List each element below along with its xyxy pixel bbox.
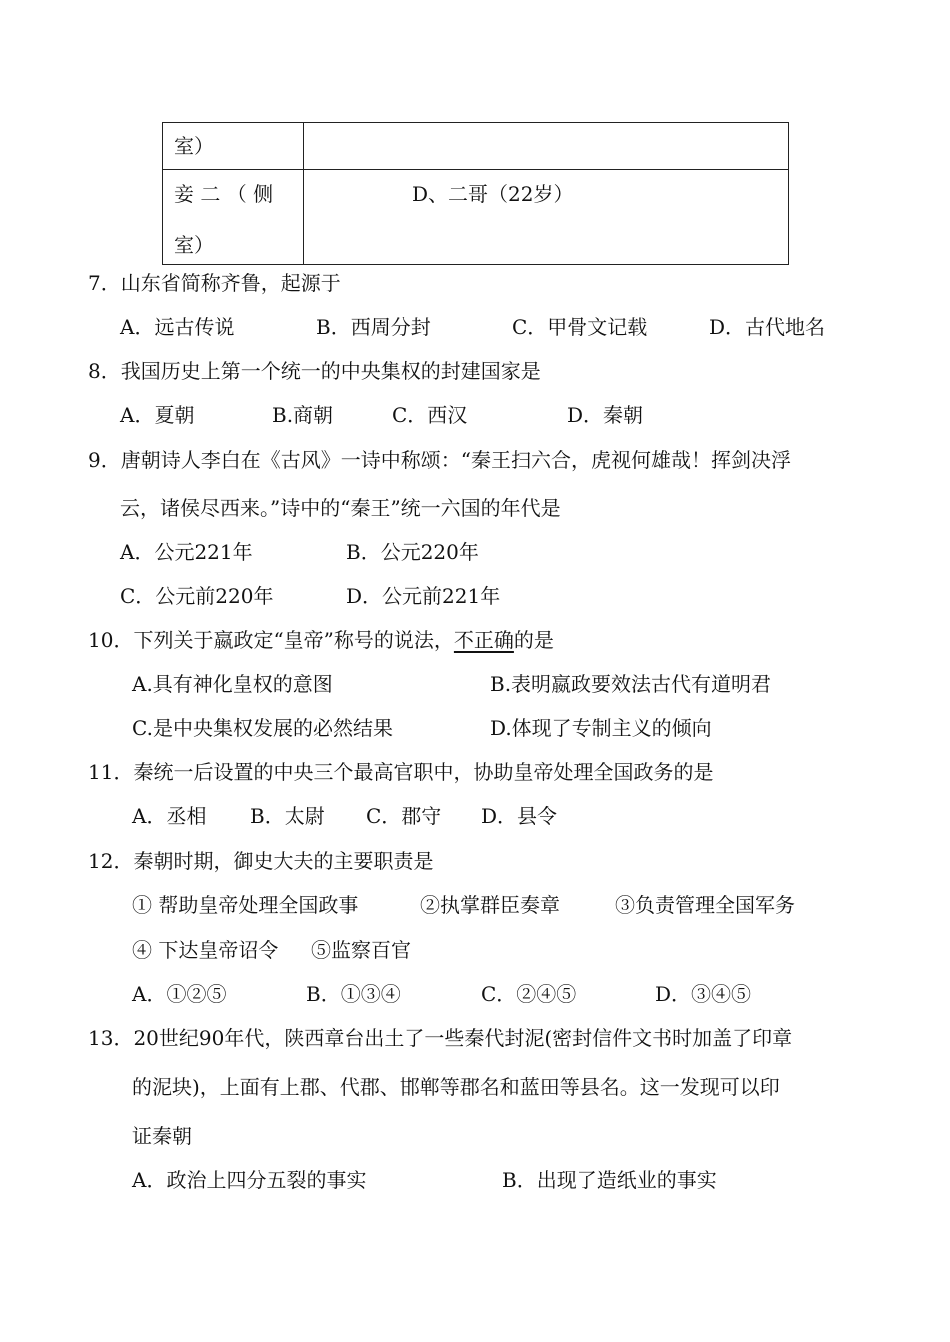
option-d: D．公元前221年 bbox=[346, 584, 501, 608]
option-d: D．秦朝 bbox=[567, 403, 644, 427]
option-c: C．西汉 bbox=[392, 403, 468, 427]
question-stem-continued: 云，诸侯尽西来。”诗中的“秦王”统一六国的年代是 bbox=[120, 496, 561, 520]
option-a: A．政治上四分五裂的事实 bbox=[132, 1168, 367, 1192]
question-stem: 13．20世纪90年代，陕西章台出土了一些秦代封泥(密封信件文书时加盖了印章 bbox=[88, 1026, 793, 1050]
table-cell-text: 室） bbox=[174, 233, 214, 257]
table-cell bbox=[304, 170, 789, 265]
option-c: C．甲骨文记载 bbox=[512, 315, 648, 339]
table-cell-text: D、二哥（22岁） bbox=[412, 182, 574, 206]
option-b: B．公元220年 bbox=[346, 540, 479, 564]
table-cell bbox=[163, 170, 304, 265]
question-stem: 12．秦朝时期，御史大夫的主要职责是 bbox=[88, 849, 434, 873]
option-a: A．丞相 bbox=[132, 804, 207, 828]
table-cell-text: 妾 二 （ 侧 bbox=[174, 182, 274, 206]
option-d: D．古代地名 bbox=[709, 315, 826, 339]
stem-prefix: 10．下列关于嬴政定“皇帝”称号的说法， bbox=[88, 628, 454, 652]
option-b: B．太尉 bbox=[250, 804, 325, 828]
option-c: C．郡守 bbox=[366, 804, 442, 828]
table-row bbox=[163, 170, 789, 265]
statement-item: ① 帮助皇帝处理全国政事 bbox=[132, 893, 359, 917]
option-b: B．①③④ bbox=[306, 982, 401, 1006]
question-stem-continued: 的泥块)，上面有上郡、代郡、邯郸等郡名和蓝田等县名。这一发现可以印 bbox=[132, 1075, 780, 1099]
option-a: A．夏朝 bbox=[120, 403, 195, 427]
statement-item: ⑤监察百官 bbox=[311, 938, 411, 962]
option-a: A．远古传说 bbox=[120, 315, 235, 339]
option-d: D.体现了专制主义的倾向 bbox=[490, 716, 712, 740]
statement-item: ④ 下达皇帝诏令 bbox=[132, 938, 279, 962]
relation-table bbox=[162, 122, 789, 265]
statement-item: ③负责管理全国军务 bbox=[615, 893, 795, 917]
option-d: D．③④⑤ bbox=[655, 982, 752, 1006]
option-c: C.是中央集权发展的必然结果 bbox=[132, 716, 393, 740]
option-d: D．县令 bbox=[481, 804, 558, 828]
question-stem: 9．唐朝诗人李白在《古风》一诗中称颂：“秦王扫六合，虎视何雄哉！挥剑决浮 bbox=[88, 448, 791, 472]
option-c: C．公元前220年 bbox=[120, 584, 274, 608]
table-cell bbox=[163, 123, 304, 170]
option-b: B．西周分封 bbox=[316, 315, 431, 339]
question-stem: 8．我国历史上第一个统一的中央集权的封建国家是 bbox=[88, 359, 541, 383]
option-b: B．出现了造纸业的事实 bbox=[502, 1168, 717, 1192]
stem-underlined: 不正确 bbox=[453, 628, 514, 652]
question-stem: 7．山东省简称齐鲁，起源于 bbox=[88, 271, 341, 295]
option-b: B.商朝 bbox=[272, 403, 334, 427]
statement-item: ②执掌群臣奏章 bbox=[420, 893, 560, 917]
table-cell bbox=[304, 123, 789, 170]
option-b: B.表明嬴政要效法古代有道明君 bbox=[490, 672, 772, 696]
option-c: C．②④⑤ bbox=[481, 982, 577, 1006]
question-stem: 11．秦统一后设置的中央三个最高官职中，协助皇帝处理全国政务的是 bbox=[88, 760, 714, 784]
option-a: A．①②⑤ bbox=[132, 982, 227, 1006]
stem-suffix: 的是 bbox=[513, 628, 554, 652]
option-a: A．公元221年 bbox=[120, 540, 253, 564]
question-stem-continued: 证秦朝 bbox=[132, 1124, 192, 1148]
option-a: A.具有神化皇权的意图 bbox=[132, 672, 333, 696]
table-cell-text: 室） bbox=[174, 134, 214, 158]
table-row bbox=[163, 123, 789, 170]
question-stem bbox=[88, 630, 554, 650]
